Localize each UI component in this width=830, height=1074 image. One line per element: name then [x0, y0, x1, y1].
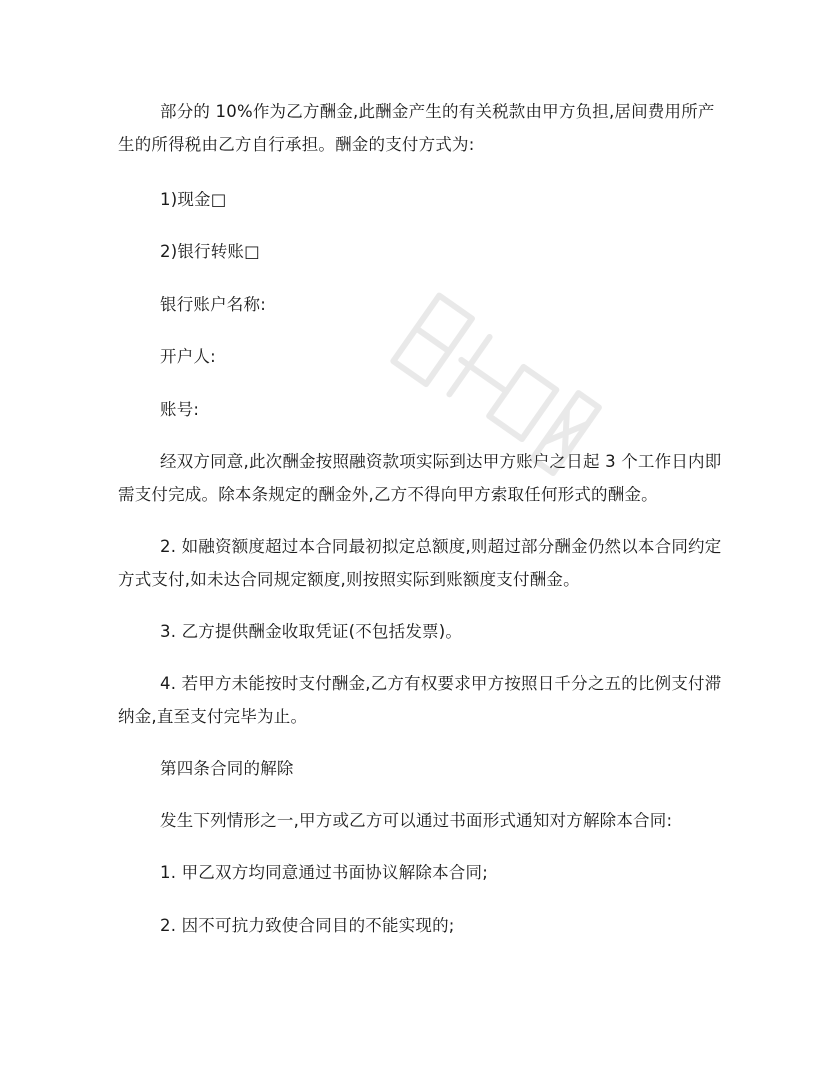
- clause-4-line: 纳金,直至支付完毕为止。: [118, 707, 308, 726]
- clause-2-line: 方式支付,如未达合同规定额度,则按照实际到账额度支付酬金。: [118, 570, 580, 589]
- bank-account-name-label: 银行账户名称:: [160, 295, 266, 314]
- termination-item-1: 1. 甲乙双方均同意通过书面协议解除本合同;: [160, 863, 488, 882]
- clause-2-line: 2. 如融资额度超过本合同最初拟定总额度,则超过部分酬金仍然以本合同约定: [160, 537, 722, 556]
- section-heading: 第四条合同的解除: [160, 759, 294, 778]
- payment-option-cash: 1)现金□: [160, 190, 227, 209]
- termination-item-2: 2. 因不可抗力致使合同目的不能实现的;: [160, 916, 455, 935]
- clause-3-line: 3. 乙方提供酬金收取凭证(不包括发票)。: [160, 622, 463, 641]
- paragraph-line: 部分的 10%作为乙方酬金,此酬金产生的有关税款由甲方负担,居间费用所产: [160, 102, 715, 121]
- account-holder-label: 开户人:: [160, 347, 216, 366]
- paragraph-line: 经双方同意,此次酬金按照融资款项实际到达甲方账户之日起 3 个工作日内即: [160, 452, 722, 471]
- paragraph-line: 发生下列情形之一,甲方或乙方可以通过书面形式通知对方解除本合同:: [160, 811, 673, 830]
- payment-option-bank-transfer: 2)银行转账□: [160, 242, 260, 261]
- paragraph-line: 生的所得税由乙方自行承担。酬金的支付方式为:: [118, 135, 475, 154]
- paragraph-line: 需支付完成。除本条规定的酬金外,乙方不得向甲方索取任何形式的酬金。: [118, 485, 658, 504]
- clause-4-line: 4. 若甲方未能按时支付酬金,乙方有权要求甲方按照日千分之五的比例支付滞: [160, 674, 722, 693]
- account-number-label: 账号:: [160, 400, 200, 419]
